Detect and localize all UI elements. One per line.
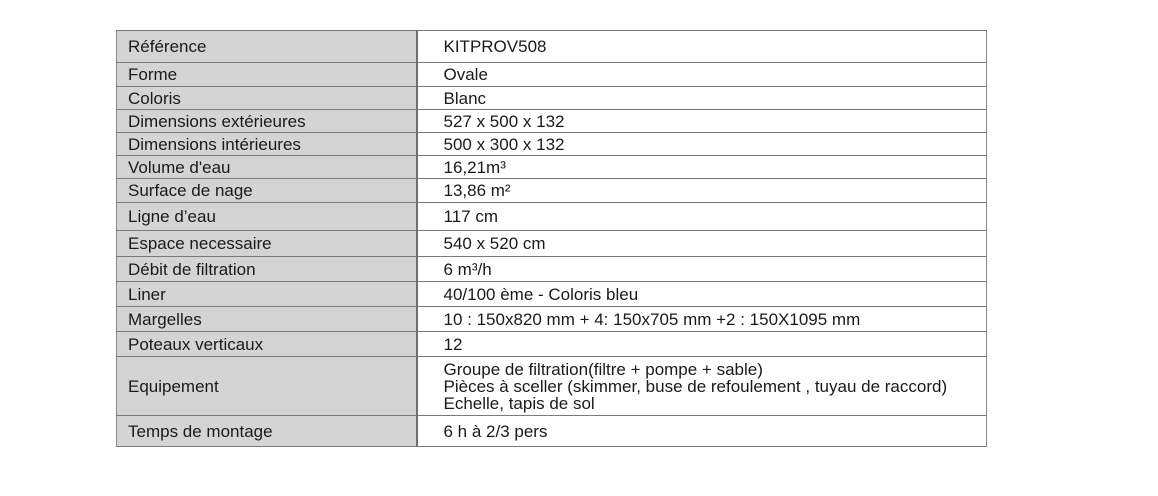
table-row	[117, 203, 987, 231]
spec-value-dimensions-exterieures: 527 x 500 x 132	[417, 110, 987, 133]
spec-value-forme: Ovale	[417, 63, 987, 87]
spec-value-margelles: 10 : 150x820 mm + 4: 150x705 mm +2 : 150X1095 mm	[417, 307, 987, 332]
table-row	[117, 31, 987, 63]
table-row	[117, 110, 987, 133]
spec-label-volume: Volume d'eau	[117, 156, 417, 179]
spec-value-volume: 16,21m³	[417, 156, 987, 179]
equipement-line: Groupe de filtration(filtre + pompe + sable)	[443, 359, 763, 379]
table-row	[117, 179, 987, 203]
spec-label-ligne-eau: Ligne d’eau	[117, 203, 417, 231]
table-row	[117, 63, 987, 87]
spec-label-margelles: Margelles	[117, 307, 417, 332]
spec-value-equipement	[417, 357, 987, 416]
spec-value-temps-montage: 6 h à 2/3 pers	[417, 416, 987, 447]
table-row	[117, 282, 987, 307]
spec-label-dimensions-exterieures: Dimensions extérieures	[117, 110, 417, 133]
spec-value-espace: 540 x 520 cm	[417, 231, 987, 257]
spec-label-poteaux: Poteaux verticaux	[117, 332, 417, 357]
equipement-line: Pièces à sceller (skimmer, buse de refoulement , tuyau de raccord)	[443, 376, 948, 396]
spec-label-dimensions-interieures: Dimensions intérieures	[117, 133, 417, 156]
spec-label-debit: Débit de filtration	[117, 257, 417, 282]
table-row	[117, 332, 987, 357]
table-row	[117, 231, 987, 257]
spec-label-coloris: Coloris	[117, 87, 417, 110]
spec-label-temps-montage: Temps de montage	[117, 416, 417, 447]
spec-value-poteaux: 12	[417, 332, 987, 357]
equipement-line: Echelle, tapis de sol	[443, 393, 595, 413]
spec-value-liner: 40/100 ème - Coloris bleu	[417, 282, 987, 307]
spec-label-forme: Forme	[117, 63, 417, 87]
spec-table	[116, 30, 987, 447]
table-row	[117, 156, 987, 179]
spec-label-reference: Référence	[117, 31, 417, 63]
spec-value-dimensions-interieures: 500 x 300 x 132	[417, 133, 987, 156]
table-row	[117, 416, 987, 447]
table-row	[117, 307, 987, 332]
spec-value-ligne-eau: 117 cm	[417, 203, 987, 231]
table-row	[117, 87, 987, 110]
table-row	[117, 133, 987, 156]
spec-label-espace: Espace necessaire	[117, 231, 417, 257]
spec-value-coloris: Blanc	[417, 87, 987, 110]
table-row	[117, 257, 987, 282]
spec-label-liner: Liner	[117, 282, 417, 307]
spec-value-reference: KITPROV508	[417, 31, 987, 63]
spec-value-debit: 6 m³/h	[417, 257, 987, 282]
spec-value-surface: 13,86 m²	[417, 179, 987, 203]
table-row	[117, 357, 987, 416]
spec-label-surface: Surface de nage	[117, 179, 417, 203]
spec-label-equipement: Equipement	[117, 357, 417, 416]
